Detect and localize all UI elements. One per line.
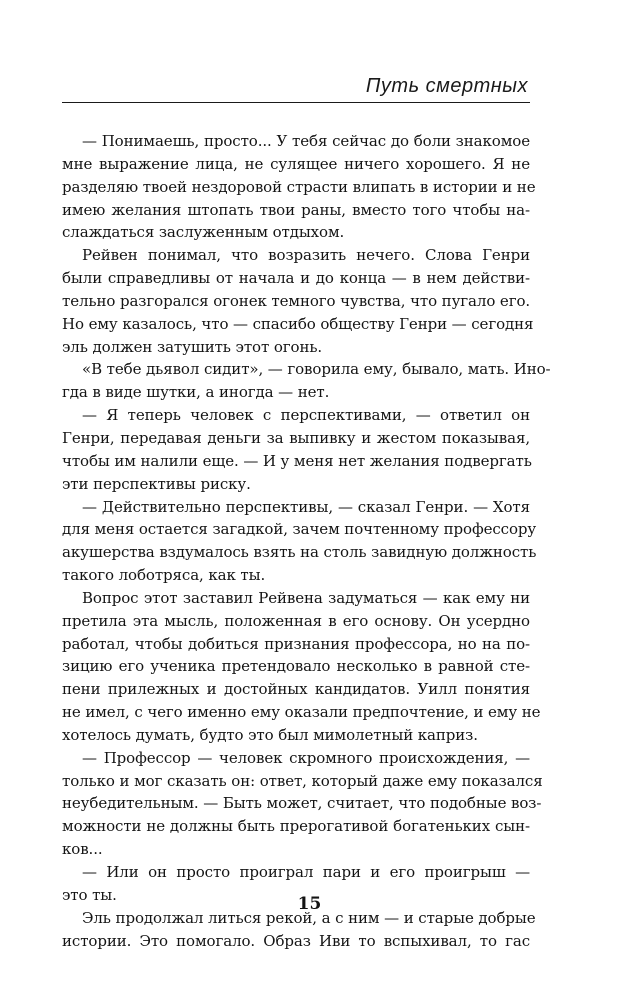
text-line: были справедливы от начала и до конца — в нем действи- — [62, 269, 530, 288]
text-line: разделяю твоей нездоровой страсти влипать в истории и не — [62, 177, 536, 196]
text-line: гда в виде шутки, а иногда — нет. — [62, 383, 330, 402]
text-line: Вопрос этот заставил Рейвена задуматься — как ему ни — [82, 588, 530, 607]
text-line: зицию его ученика претендовало несколько в равной сте- — [62, 657, 530, 676]
text-line: хотелось думать, будто это был мимолетный каприз. — [62, 725, 478, 744]
text-line: это ты. — [62, 885, 117, 904]
text-line: для меня остается загадкой, зачем почтенному профессору — [62, 520, 537, 539]
text-line: — Или он просто проиграл пари и его проигрыш — — [82, 863, 530, 881]
text-line: — Понимаешь, просто... У тебя сейчас до боли знакомое — [82, 132, 530, 150]
text-line: — Я теперь человек с перспективами, — ответил он — [82, 406, 530, 425]
text-line: акушерства вздумалось взять на столь завидную должность — [62, 543, 537, 562]
page-number: 15 — [297, 894, 322, 914]
text-line: Генри, передавая деньги за выпивку и жестом показывая, — [62, 428, 530, 447]
text-line: можности не должны быть прерогативой богатеньких сын- — [62, 817, 530, 836]
text-line: имею желания штопать твои раны, вместо того чтобы на- — [62, 200, 530, 219]
text-line: Но ему казалось, что — спасибо обществу Генри — сегодня — [62, 314, 534, 333]
text-line: Рейвен понимал, что возразить нечего. Слова Генри — [82, 246, 530, 265]
body-text — [62, 130, 551, 952]
text-line: — Профессор — человек скромного происхождения, — — [82, 748, 530, 767]
text-line: чтобы им налили еще. — И у меня нет желания подвергать — [62, 451, 532, 470]
text-line: истории. Это помогало. Образ Иви то вспыхивал, то гас — [62, 931, 530, 950]
text-line: только и мог сказать он: ответ, который даже ему показался — [62, 771, 543, 790]
text-line: неубедительным. — Быть может, считает, что подобные воз- — [62, 794, 542, 813]
running-title: Путь смертных — [365, 75, 528, 97]
text-line: мне выражение лица, не сулящее ничего хорошего. Я не — [62, 154, 530, 173]
text-line: такого лоботряса, как ты. — [62, 566, 266, 585]
text-line: эти перспективы риску. — [62, 474, 251, 493]
text-line: — Действительно перспективы, — сказал Генри. — Хотя — [82, 497, 530, 516]
running-head — [62, 72, 530, 103]
text-line: эль должен затушить этот огонь. — [62, 337, 323, 356]
text-line: претила эта мысль, положенная в его основу. Он усердно — [62, 611, 530, 630]
text-line: пени прилежных и достойных кандидатов. Уилл понятия — [62, 680, 530, 699]
text-line: Эль продолжал литься рекой, а с ним — и старые добрые — [82, 908, 536, 927]
text-line: ков... — [62, 840, 103, 859]
text-line: слаждаться заслуженным отдыхом. — [62, 223, 345, 242]
text-line: «В тебе дьявол сидит», — говорила ему, бывало, мать. Ино- — [82, 360, 551, 379]
text-line: тельно разгорался огонек темного чувства, что пугало его. — [62, 291, 531, 310]
text-line: не имел, с чего именно ему оказали предпочтение, и ему не — [62, 703, 541, 722]
text-line: работал, чтобы добиться признания профессора, но на по- — [62, 634, 530, 653]
